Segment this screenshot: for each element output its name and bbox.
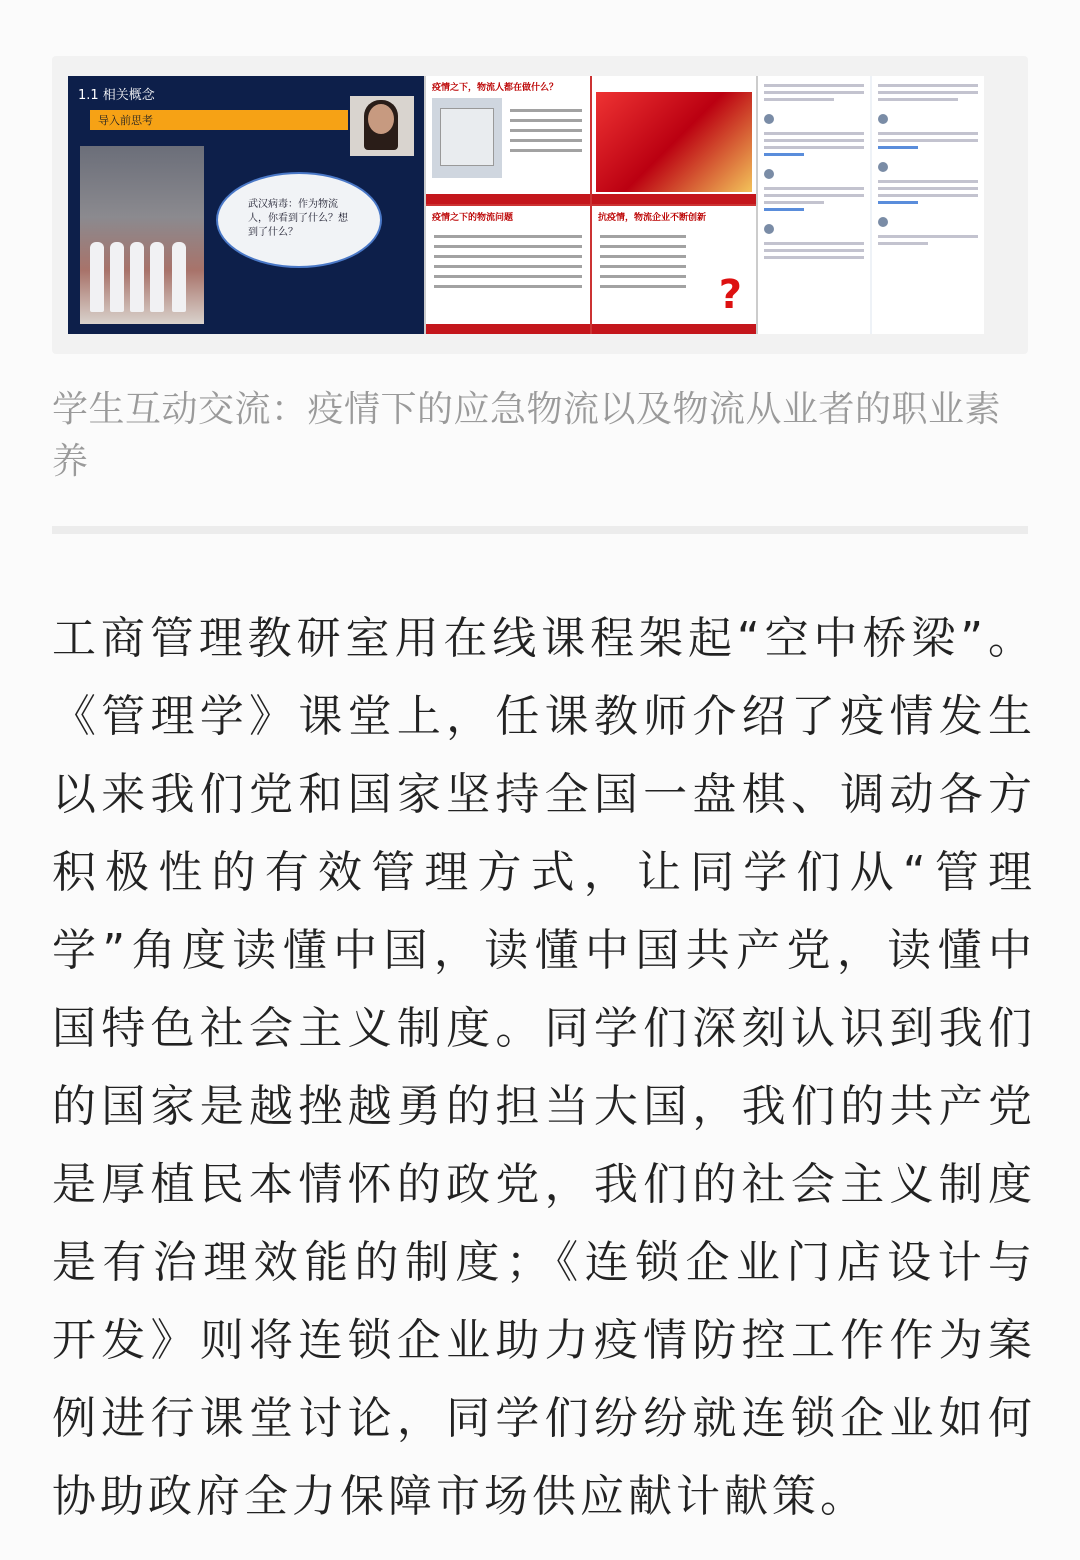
slide-title: 疫情之下，物流人都在做什么？ [432, 83, 559, 93]
slide-poster [592, 76, 756, 204]
poster-art [596, 92, 752, 192]
image-collage [68, 76, 984, 334]
worker-figure [172, 242, 186, 312]
worker-figure [110, 242, 124, 312]
article-image[interactable] [52, 56, 1028, 354]
slide-footer [426, 324, 590, 334]
chat-message [764, 109, 864, 156]
chat-message [764, 164, 864, 211]
chat-screenshot [872, 76, 984, 334]
slide-title: 疫情之下的物流问题 [432, 213, 514, 223]
slide-innovation [592, 206, 756, 334]
worker-figure [130, 242, 144, 312]
image-caption: 学生互动交流：疫情下的应急物流以及物流从业者的职业素养 [52, 389, 1002, 482]
chat-message [878, 84, 978, 101]
truck-cab [440, 108, 494, 166]
chat-message [878, 157, 978, 204]
medical-workers-photo [80, 146, 204, 324]
chat-message [878, 109, 978, 149]
slide-orange-bar [90, 110, 348, 130]
bubble-text: 武汉病毒：作为物流人，你看到了什么？想到了什么？ [248, 199, 348, 238]
slide-footer [592, 194, 756, 204]
teacher-face [368, 104, 394, 134]
worker-figure [150, 242, 164, 312]
slide-text-lines [510, 102, 582, 159]
lecture-slide-panel [68, 76, 424, 334]
slide-text-lines [434, 228, 582, 295]
worker-figure [90, 242, 104, 312]
chat-message [878, 212, 978, 245]
slides-grid-panel [426, 76, 756, 334]
chat-screenshot [758, 76, 870, 334]
slide-logistics-problems [426, 206, 590, 334]
slide-logistics-workers [426, 76, 590, 204]
truck-image [432, 98, 502, 178]
section-divider [52, 526, 1028, 534]
chat-screenshots-panel [758, 76, 984, 334]
slide-title: 抗疫情，物流企业不断创新 [598, 213, 707, 223]
teacher-webcam [350, 96, 414, 156]
slide-footer [426, 194, 590, 204]
chat-message [764, 84, 864, 101]
slide-heading: 1.1 相关概念 [78, 88, 155, 103]
chat-message [764, 219, 864, 259]
question-mark-icon: ? [718, 272, 742, 318]
article-paragraph: 工商管理教研室用在线课程架起“空中桥梁”。《管理学》课堂上，任课教师介绍了疫情发生以来我们党和国家坚持全国一盘棋、调动各方积极性的有效管理方式，让同学们从“管理学”角度读懂中国，读懂中国共产党，读懂中国特色社会主义制度。同学们深刻认识到我们的国家是越挫越勇的担当大国，我们的共产党是厚植民本情怀的政党，我们的社会主义制度是有治理效能的制度；《连锁企业门店设计与开发》则将连锁企业助力疫情防控工作作为案例进行课堂讨论，同学们纷纷就连锁企业如何协助政府全力保障市场供应献计献策。 [52, 613, 1036, 1522]
slide-text-lines [600, 228, 686, 295]
slide-bar-label: 导入前思考 [98, 114, 153, 127]
slide-footer [592, 324, 756, 334]
speech-bubble [216, 172, 382, 268]
